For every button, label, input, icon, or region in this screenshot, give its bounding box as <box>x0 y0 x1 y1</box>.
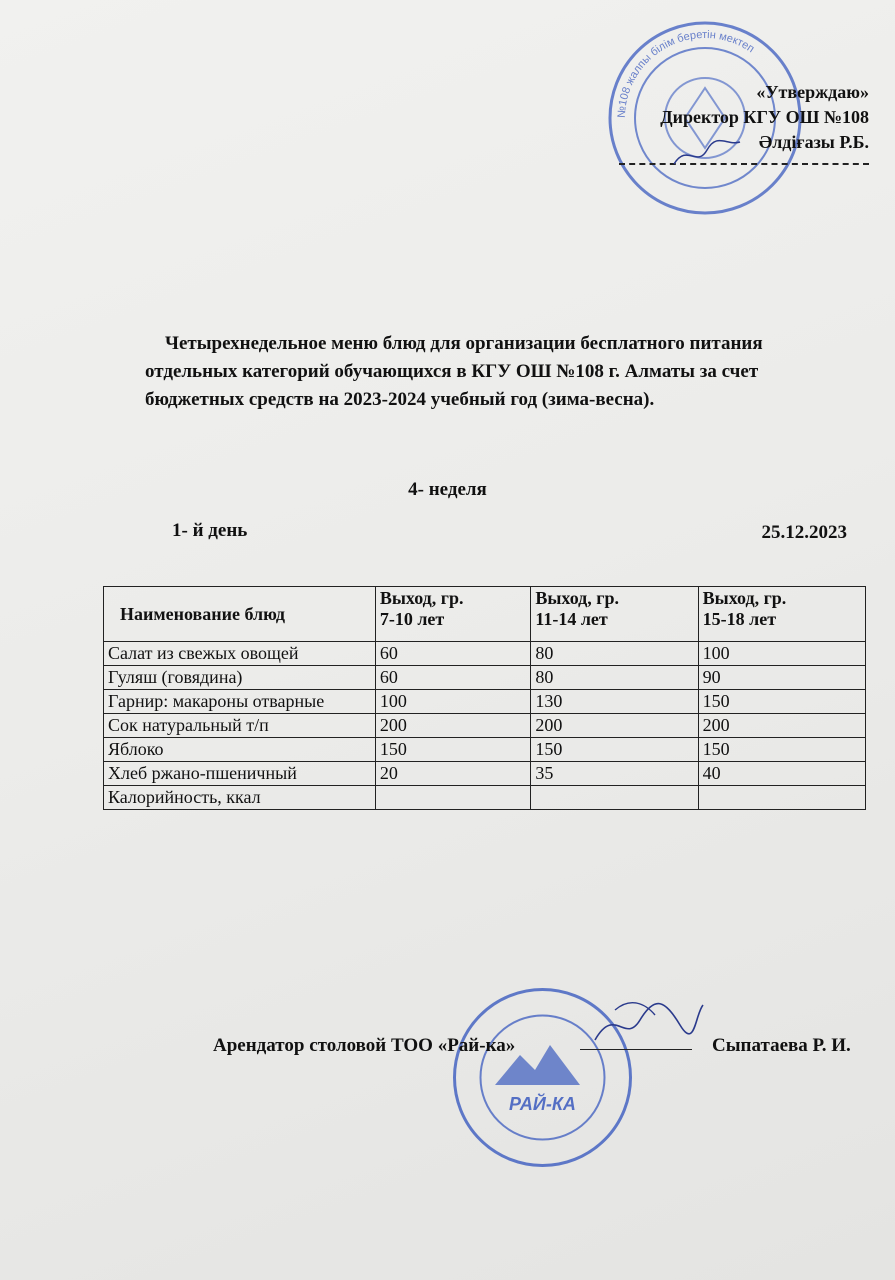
yield-11-14 <box>531 786 698 810</box>
approval-line1: «Утверждаю» <box>756 82 869 102</box>
yield-15-18 <box>698 786 865 810</box>
company-stamp-text: РАЙ-КА <box>509 1094 576 1114</box>
yield-15-18: 90 <box>698 666 865 690</box>
dish-name: Калорийность, ккал <box>104 786 376 810</box>
title-line2: отдельных категорий обучающихся в КГУ ОШ №108 г. Алматы за счет <box>145 361 759 382</box>
yield-7-10: 100 <box>375 690 531 714</box>
yield-11-14: 80 <box>531 642 698 666</box>
title-line1: Четырехнедельное меню блюд для организации бесплатного питания <box>165 333 763 354</box>
yield-7-10: 60 <box>375 666 531 690</box>
tenant-name: Сыпатаева Р. И. <box>712 1035 851 1056</box>
tenant-signature <box>585 995 705 1055</box>
dish-name: Яблоко <box>104 738 376 762</box>
table-header-row <box>104 587 866 642</box>
yield-15-18: 150 <box>698 690 865 714</box>
dish-name: Гуляш (говядина) <box>104 666 376 690</box>
tenant-label: Арендатор столовой ТОО «Рай-ка» <box>213 1035 516 1056</box>
dish-name: Гарнир: макароны отварные <box>104 690 376 714</box>
table-row <box>104 690 866 714</box>
title-line3: бюджетных средств на 2023-2024 учебный год (зима-весна). <box>145 389 655 410</box>
week-label: 4- неделя <box>408 479 487 500</box>
date-label: 25.12.2023 <box>761 522 847 543</box>
yield-7-10: 20 <box>375 762 531 786</box>
yield-7-10: 200 <box>375 714 531 738</box>
table-row <box>104 738 866 762</box>
dish-name: Салат из свежых овощей <box>104 642 376 666</box>
yield-11-14: 150 <box>531 738 698 762</box>
yield-15-18: 100 <box>698 642 865 666</box>
school-stamp-text: №108 жалпы білім беретін мектеп <box>615 28 757 119</box>
approval-signature-line <box>619 157 869 165</box>
yield-11-14: 35 <box>531 762 698 786</box>
header-dish-name: Наименование блюд <box>104 587 376 642</box>
yield-15-18: 150 <box>698 738 865 762</box>
table-row <box>104 786 866 810</box>
header-yield-11-14: Выход, гр. 11-14 лет <box>531 587 698 642</box>
table-row <box>104 642 866 666</box>
approval-block <box>619 80 869 165</box>
header-yield-7-10: Выход, гр. 7-10 лет <box>375 587 531 642</box>
yield-15-18: 40 <box>698 762 865 786</box>
yield-11-14: 80 <box>531 666 698 690</box>
yield-7-10 <box>375 786 531 810</box>
table-row <box>104 714 866 738</box>
day-label: 1- й день <box>172 520 248 541</box>
table-row <box>104 762 866 786</box>
table-row <box>104 666 866 690</box>
yield-11-14: 130 <box>531 690 698 714</box>
menu-table <box>103 586 866 810</box>
director-signature <box>672 138 742 168</box>
yield-7-10: 60 <box>375 642 531 666</box>
yield-11-14: 200 <box>531 714 698 738</box>
dish-name: Хлеб ржано-пшеничный <box>104 762 376 786</box>
header-yield-15-18: Выход, гр. 15-18 лет <box>698 587 865 642</box>
yield-15-18: 200 <box>698 714 865 738</box>
approval-line3: Әлдіғазы Р.Б. <box>758 132 869 152</box>
approval-line2: Директор КГУ ОШ №108 <box>660 107 869 127</box>
dish-name: Сок натуральный т/п <box>104 714 376 738</box>
yield-7-10: 150 <box>375 738 531 762</box>
document-title <box>145 330 865 414</box>
